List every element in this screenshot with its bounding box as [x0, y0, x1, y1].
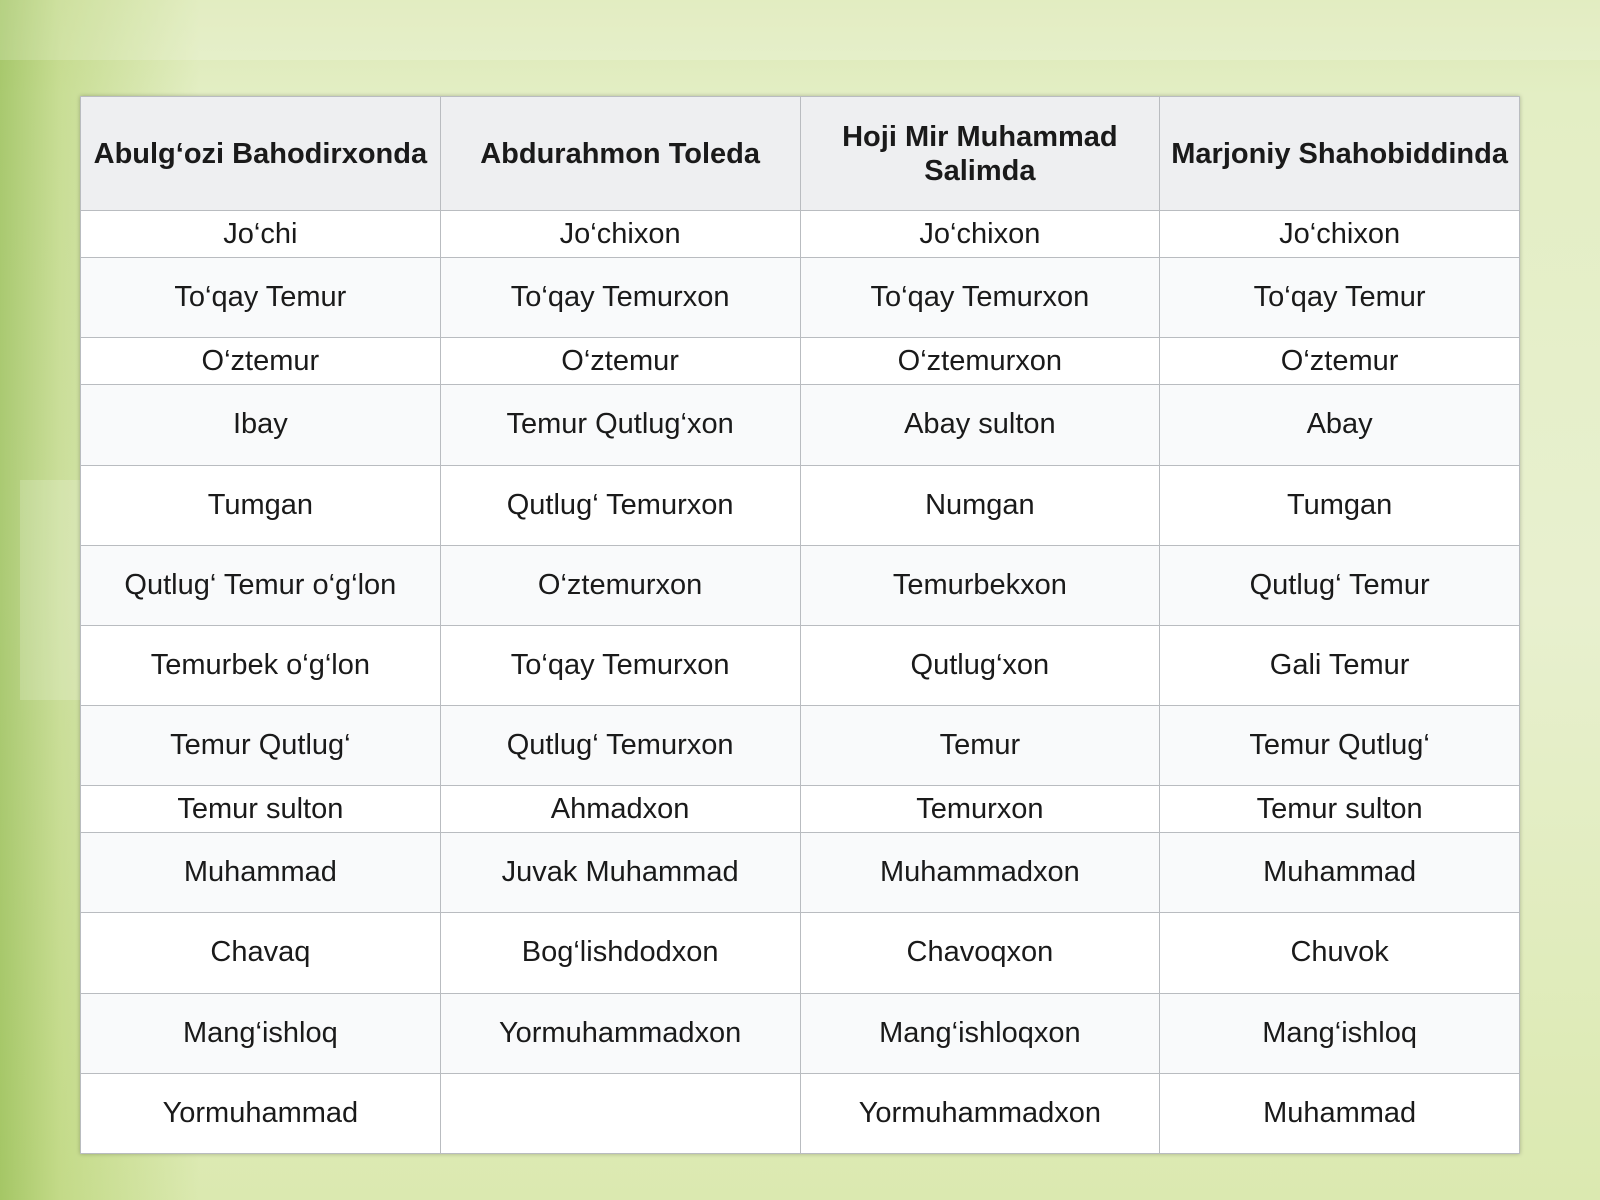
table-cell: Temurbek o‘g‘lon — [81, 625, 441, 705]
comparison-table — [80, 96, 1520, 1154]
table-cell: Temur — [800, 705, 1160, 785]
table-cell: Bog‘lishdodxon — [440, 913, 800, 993]
table-cell: Chuvok — [1160, 913, 1520, 993]
table-row — [81, 545, 1520, 625]
column-header: Marjoniy Shahobiddinda — [1160, 97, 1520, 211]
table-cell: Ibay — [81, 385, 441, 465]
table-row — [81, 211, 1520, 258]
table-cell: To‘qay Temurxon — [440, 258, 800, 338]
table-cell: Mang‘ishloq — [1160, 993, 1520, 1073]
table-cell: O‘ztemurxon — [800, 338, 1160, 385]
table-cell: Tumgan — [81, 465, 441, 545]
table-cell: Mang‘ishloq — [81, 993, 441, 1073]
table-cell: Muhammadxon — [800, 833, 1160, 913]
table-cell: Yormuhammad — [81, 1073, 441, 1153]
table-cell: O‘ztemur — [81, 338, 441, 385]
table-cell: Temurxon — [800, 786, 1160, 833]
table-cell — [440, 1073, 800, 1153]
table-cell: Abay sulton — [800, 385, 1160, 465]
table-cell: Yormuhammadxon — [800, 1073, 1160, 1153]
table-row — [81, 705, 1520, 785]
table-row — [81, 625, 1520, 705]
table-row — [81, 786, 1520, 833]
table-cell: Qutlug‘ Temurxon — [440, 465, 800, 545]
table-cell: Gali Temur — [1160, 625, 1520, 705]
column-header: Abulg‘ozi Bahodirxonda — [81, 97, 441, 211]
column-header: Hoji Mir Muhammad Salimda — [800, 97, 1160, 211]
table-cell: Temur Qutlug‘xon — [440, 385, 800, 465]
table-cell: To‘qay Temur — [81, 258, 441, 338]
table-cell: Qutlug‘ Temur — [1160, 545, 1520, 625]
table-cell: Temur Qutlug‘ — [1160, 705, 1520, 785]
table-cell: Qutlug‘ Temurxon — [440, 705, 800, 785]
table-row — [81, 913, 1520, 993]
table-cell: Qutlug‘xon — [800, 625, 1160, 705]
table-cell: Temurbekxon — [800, 545, 1160, 625]
table-row — [81, 833, 1520, 913]
table-cell: Jo‘chixon — [1160, 211, 1520, 258]
table-row — [81, 993, 1520, 1073]
table-cell: Muhammad — [1160, 833, 1520, 913]
background-decoration — [20, 480, 80, 700]
table-cell: Chavoqxon — [800, 913, 1160, 993]
background-decoration — [0, 0, 1600, 60]
table-cell: Yormuhammadxon — [440, 993, 800, 1073]
genealogy-table — [80, 96, 1520, 1154]
table-row — [81, 338, 1520, 385]
table-cell: To‘qay Temurxon — [800, 258, 1160, 338]
table-cell: To‘qay Temurxon — [440, 625, 800, 705]
table-cell: Mang‘ishloqxon — [800, 993, 1160, 1073]
column-header: Abdurahmon Toleda — [440, 97, 800, 211]
table-cell: Muhammad — [1160, 1073, 1520, 1153]
table-cell: Chavaq — [81, 913, 441, 993]
table-cell: Temur sulton — [1160, 786, 1520, 833]
table-header-row — [81, 97, 1520, 211]
table-cell: O‘ztemurxon — [440, 545, 800, 625]
table-cell: O‘ztemur — [1160, 338, 1520, 385]
table-cell: Ahmadxon — [440, 786, 800, 833]
table-cell: Abay — [1160, 385, 1520, 465]
table-cell: O‘ztemur — [440, 338, 800, 385]
table-row — [81, 1073, 1520, 1153]
table-cell: To‘qay Temur — [1160, 258, 1520, 338]
table-cell: Jo‘chixon — [440, 211, 800, 258]
table-row — [81, 258, 1520, 338]
table-cell: Numgan — [800, 465, 1160, 545]
table-cell: Jo‘chixon — [800, 211, 1160, 258]
table-cell: Tumgan — [1160, 465, 1520, 545]
table-cell: Jo‘chi — [81, 211, 441, 258]
table-cell: Muhammad — [81, 833, 441, 913]
table-row — [81, 465, 1520, 545]
table-cell: Juvak Muhammad — [440, 833, 800, 913]
table-cell: Temur Qutlug‘ — [81, 705, 441, 785]
table-row — [81, 385, 1520, 465]
table-cell: Temur sulton — [81, 786, 441, 833]
table-cell: Qutlug‘ Temur o‘g‘lon — [81, 545, 441, 625]
